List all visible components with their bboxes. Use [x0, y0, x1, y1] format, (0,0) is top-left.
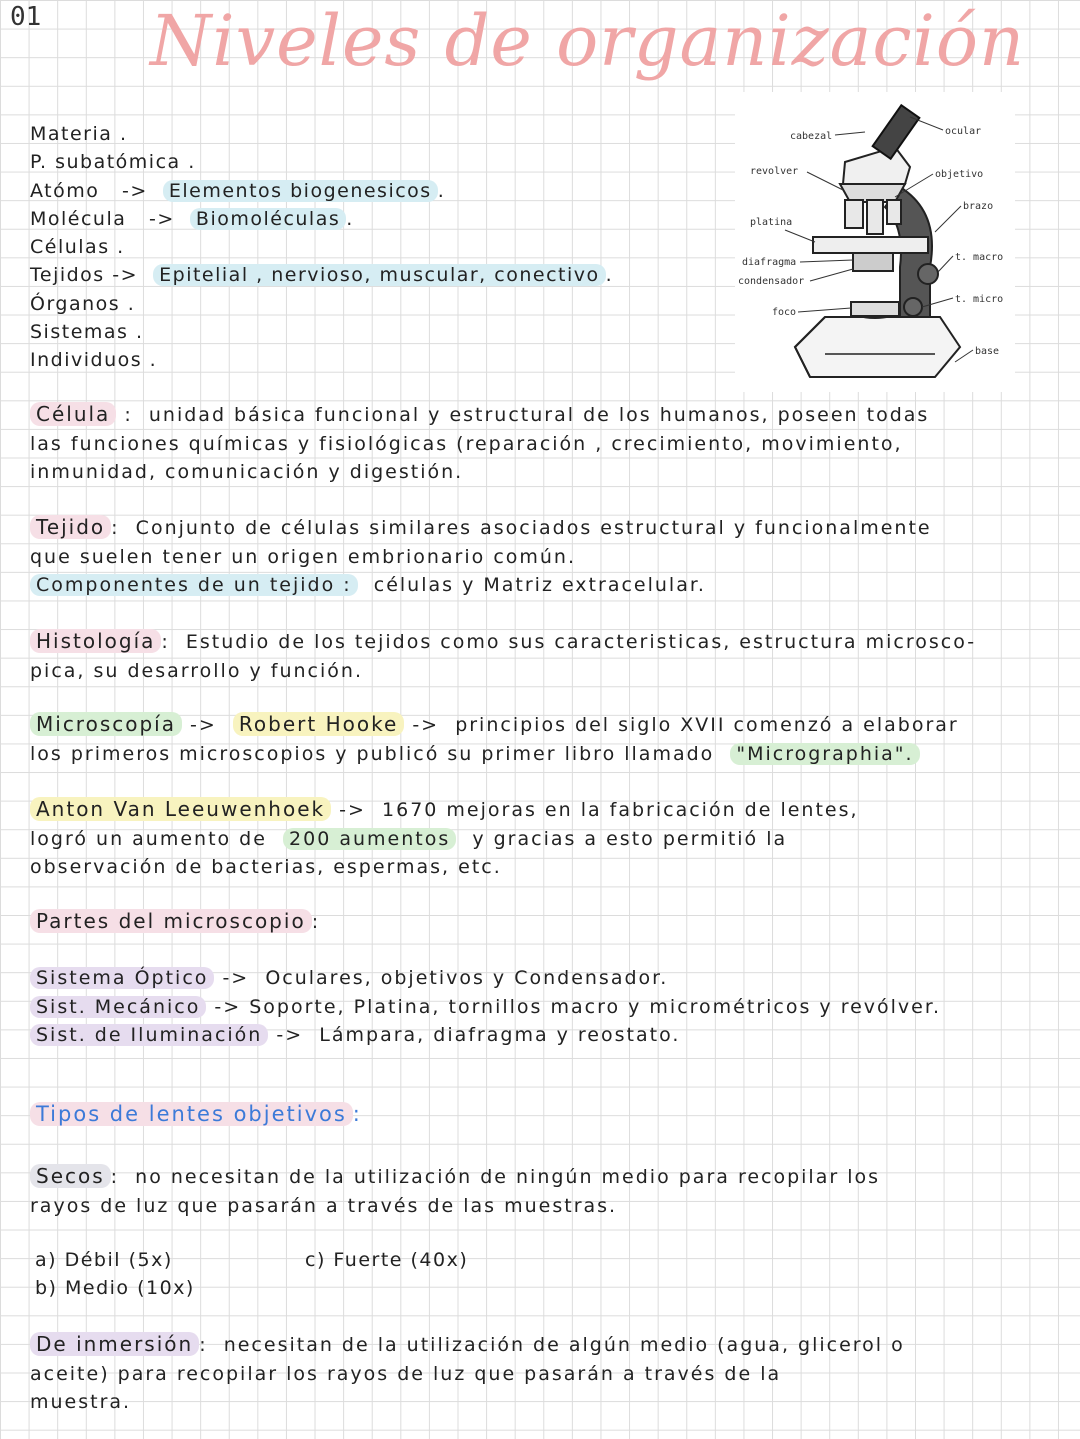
term-robert-hooke: Robert Hooke — [233, 712, 404, 736]
celula-paragraph: Célula : unidad básica funcional y estructural de los humanos, poseen todas las funciones químicas y fisiológicas (reparación , crecimiento, movimiento, inmunidad, comunicación y digestión. — [30, 402, 930, 484]
list-item: b) Medio (10x) — [35, 1277, 195, 1299]
list-item: P. subatómica . — [30, 151, 196, 173]
label-objetivo: objetivo — [935, 169, 984, 180]
label-t-macro: t. macro — [955, 252, 1004, 263]
secos-paragraph: Secos : no necesitan de la utilización de ningún medio para recopilar los rayos de luz que pasarán a través de las muestras. — [30, 1164, 881, 1217]
highlight: Biomoléculas — [190, 208, 346, 230]
label-revolver: revolver — [750, 166, 799, 177]
partes-list — [30, 964, 1060, 1050]
list-item: Células . — [30, 236, 125, 258]
inmersion-paragraph: De inmersión : necesitan de la utilización de algún medio (agua, glicerol o aceite) para recopilar los rayos de luz que pasarán a través de la muestra. — [30, 1332, 905, 1414]
label-condensador: condensador — [738, 276, 805, 287]
list-item: c) Fuerte (40x) — [305, 1249, 469, 1271]
microscope-illustration — [735, 92, 1015, 392]
label-cabezal: cabezal — [790, 131, 833, 142]
term-micrographia: "Micrographia". — [730, 743, 919, 765]
page-title: Niveles de organización — [150, 0, 1026, 82]
label-foco: foco — [772, 307, 797, 318]
term-histologia: Histología — [30, 629, 161, 653]
label-brazo: brazo — [963, 201, 994, 212]
term-componentes: Componentes de un tejido : — [30, 574, 358, 596]
microscopia-paragraph: Microscopía -> Robert Hooke -> principios del siglo XVII comenzó a elaborar los primeros microscopios y publicó su primer libro llamado "Micrographia". — [30, 712, 959, 765]
list-item: Sistemas . — [30, 321, 144, 343]
highlight: Elementos biogenesicos — [163, 180, 438, 202]
list-item: a) Débil (5x) — [35, 1249, 173, 1271]
label-ocular: ocular — [945, 126, 982, 137]
list-item: Molécula -> Biomoléculas . — [30, 208, 354, 230]
microscope-icon — [735, 92, 1015, 392]
list-item: Sistema Óptico -> Oculares, objetivos y Condensador. — [30, 964, 1060, 993]
list-item: Atómo -> Elementos biogenesicos . — [30, 180, 446, 202]
tejido-paragraph: Tejido : Conjunto de células similares asociados estructural y funcionalmente que suelen tener un origen embrionario común. Componentes de un tejido : células y Matriz extracelular. — [30, 515, 932, 597]
list-item: Órganos . — [30, 293, 136, 315]
label-t-micro: t. micro — [955, 294, 1004, 305]
label-diafragma: diafragma — [742, 257, 797, 268]
list-item: Materia . — [30, 123, 128, 145]
term-microscopia: Microscopía — [30, 712, 182, 736]
term-celula: Célula — [30, 402, 116, 426]
list-item: Sist. de Iluminación -> Lámpara, diafragma y reostato. — [30, 1021, 1060, 1050]
label-platina: platina — [750, 217, 793, 228]
tipos-heading: Tipos de lentes objetivos : — [30, 1100, 1060, 1129]
term-200-aumentos: 200 aumentos — [283, 828, 456, 850]
term-leeuwenhoek: Anton Van Leeuwenhoek — [30, 797, 331, 821]
term-tejido: Tejido — [30, 515, 111, 539]
list-item: Tejidos -> Epitelial , nervioso, muscular, conectivo . — [30, 264, 614, 286]
leeuwenhoek-paragraph: Anton Van Leeuwenhoek -> 1670 mejoras en la fabricación de lentes, logró un aumento de 200 aumentos y gracias a esto permitió la observación de bacterias, espermas, etc. — [30, 797, 859, 879]
term-inmersion: De inmersión — [30, 1332, 199, 1356]
partes-heading: Partes del microscopio : — [30, 907, 1060, 937]
highlight: Epitelial , nervioso, muscular, conectivo — [153, 264, 605, 286]
histologia-paragraph: Histología : Estudio de los tejidos como sus caracteristicas, estructura microsco- pica, su desarrollo y función. — [30, 629, 977, 682]
page-number: 01 — [10, 2, 42, 32]
list-item: Sist. Mecánico -> Soporte, Platina, tornillos macro y micrométricos y revólver. — [30, 993, 1060, 1022]
label-base: base — [975, 346, 1000, 357]
list-item: Individuos . — [30, 349, 158, 371]
term-secos: Secos — [30, 1164, 111, 1188]
